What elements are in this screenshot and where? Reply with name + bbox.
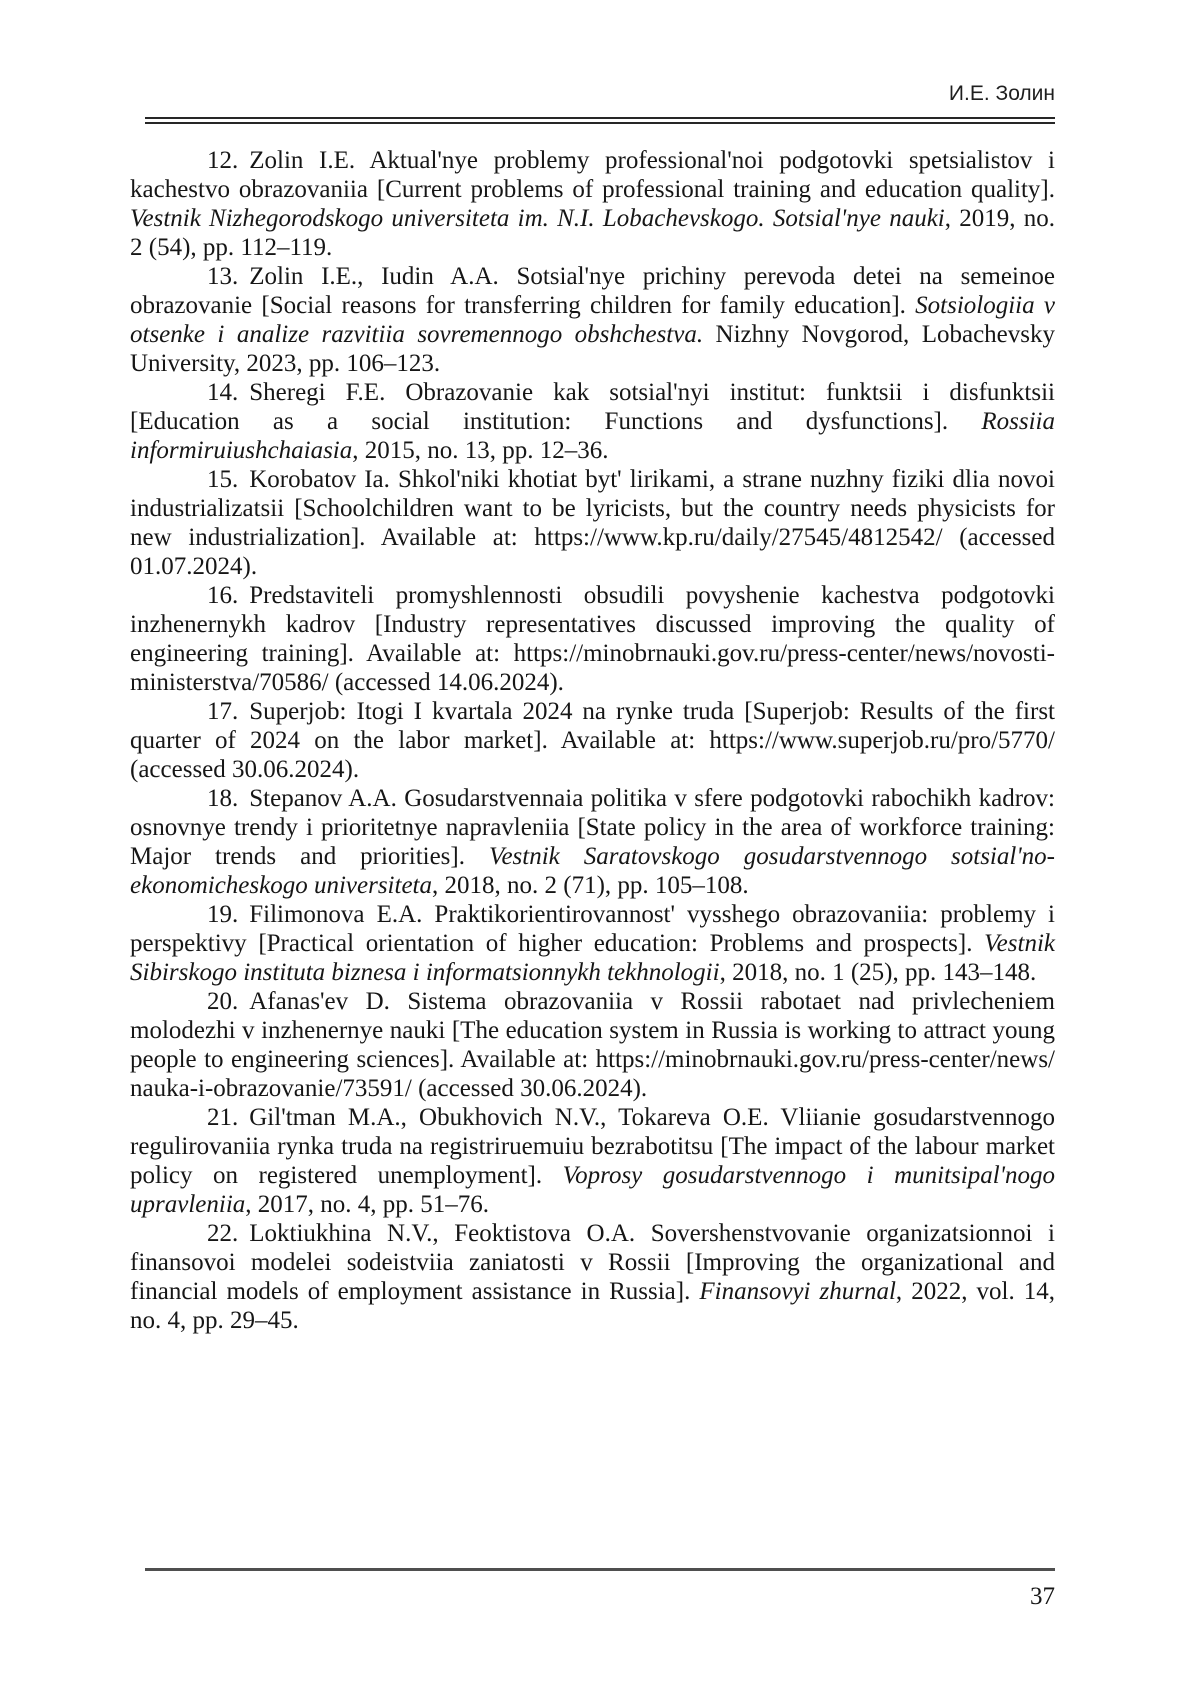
reference-number: 17. <box>207 698 239 725</box>
reference-item <box>130 987 1055 1103</box>
reference-number: 22. <box>207 1220 239 1247</box>
reference-number: 15. <box>207 466 239 493</box>
reference-text: Superjob: Itogi I kvartala 2024 na rynke truda [Superjob: Results of the first quarter of 2024 on the labor market]. Available at: https:/​/​www.superjob.ru/​pro/​5770/​ (accessed 30.06.2024). <box>130 698 1055 783</box>
references-list <box>130 146 1055 1335</box>
reference-number: 12. <box>207 147 239 174</box>
reference-number: 14. <box>207 379 239 406</box>
reference-number: 21. <box>207 1104 239 1131</box>
reference-item <box>130 784 1055 900</box>
reference-text: Gil'tman M.A., Obukhovich N.V., Tokareva O.E. Vliianie gosudarstvennogo regulirovaniia rynka truda na registriruemuiu bezrabotitsu [The impact of the labour market policy on registered unemployment]. <box>130 1104 1055 1189</box>
reference-number: 20. <box>207 988 239 1015</box>
reference-source-italic: Voprosy gosudarstvennogo i munitsipal'nogo upravleniia <box>130 1162 1056 1218</box>
reference-text: , 2018, no. 1 (25), pp. 143–148. <box>719 959 1037 986</box>
header-double-rule <box>145 117 1055 124</box>
reference-item <box>130 581 1055 697</box>
reference-text: Zolin I.E., Iudin A.A. Sotsial'nye prichiny perevoda detei na semeinoe obrazovanie [Social reasons for transferring children for family education]. <box>130 263 1055 319</box>
reference-item <box>130 465 1055 581</box>
reference-text: Loktiukhina N.V., Feoktistova O.A. Sovershenstvovanie organizatsionnoi i finansovoi modelei sodeistviia zaniatosti v Rossii [Improving the organizational and financial models of employment assistance in Russia]. <box>130 1220 1055 1305</box>
reference-item <box>130 146 1055 262</box>
reference-source-italic: Vestnik Sibirskogo instituta biznesa i informatsionnykh tekhnologii <box>130 930 1055 986</box>
reference-text: Sheregi F.E. Obrazovanie kak sotsial'nyi institut: funktsii i disfunktsii [Education as a social institution: Functions and dysfunctions]. <box>130 379 1055 435</box>
reference-text: , 2022, vol. 14, no. 4, pp. 29–45. <box>130 1278 1055 1334</box>
reference-item <box>130 697 1055 784</box>
reference-text: , 2017, no. 4, pp. 51–76. <box>245 1191 490 1218</box>
reference-text: Stepanov A.A. Gosudarstvennaia politika v sfere podgotovki rabochikh kadrov: osnovnye trendy i prioritetnye napravleniia [State policy in the area of workforce training: Major trends and priorities]. <box>130 785 1055 870</box>
reference-item <box>130 378 1055 465</box>
reference-source-italic: Vestnik Nizhegorodskogo universiteta im. N.I. Lobachevskogo. Sotsial'nye nauki <box>130 205 945 232</box>
reference-source-italic: Rossiia informiruiushchaiasia <box>130 408 1055 464</box>
reference-text: , 2019, no. 2 (54), pp. 112–119. <box>130 205 1055 261</box>
reference-text: Korobatov Ia. Shkol'niki khotiat byt' lirikami, a strane nuzhny fiziki dlia novoi industrializatsii [Schoolchildren want to be lyricists, but the country needs physicists for new industrialization]. Available at: https:/​/​www.kp.ru/​daily/​27545/​4812542/​ (accessed 01.07.2024). <box>130 466 1055 580</box>
reference-source-italic: Finansovyi zhurnal <box>699 1278 896 1305</box>
reference-item <box>130 1219 1055 1335</box>
reference-item <box>130 900 1055 987</box>
page-number: 37 <box>1030 1583 1055 1610</box>
reference-text: , 2018, no. 2 (71), pp. 105–108. <box>432 872 749 899</box>
reference-item <box>130 262 1055 378</box>
reference-number: 18. <box>207 785 239 812</box>
reference-text: , 2015, no. 13, pp. 12–36. <box>352 437 609 464</box>
reference-text: Filimonova E.A. Praktikorientirovannost' vysshego obrazovaniia: problemy i perspektivy [Practical orientation of higher education: Problems and prospects]. <box>130 901 1055 957</box>
reference-number: 19. <box>207 901 239 928</box>
reference-text: Predstaviteli promyshlennosti obsudili povyshenie kachestva podgotovki inzhenernykh kadrov [Industry representatives discussed improving the quality of engineering training]. Available at: https:/​/​minobrnauki.gov.ru/​press-center/​news/​novosti-ministerstva/​70586/​ (accessed 14.06.2024). <box>130 582 1055 696</box>
reference-source-italic: Sotsiologiia v otsenke i analize razvitiia sovremennogo obshchestva. <box>130 292 1055 348</box>
reference-text: Zolin I.E. Aktual'nye problemy professional'noi podgotovki spetsialistov i kachestvo obrazovaniia [Current problems of professional training and education quality]. <box>130 147 1055 203</box>
reference-item <box>130 1103 1055 1219</box>
reference-number: 16. <box>207 582 239 609</box>
running-header-author: И.Е. Золин <box>948 82 1055 105</box>
reference-text: Afanas'ev D. Sistema obrazovaniia v Rossii rabotaet nad privlecheniem molodezhi v inzhenernye nauki [The education system in Russia is working to attract young people to engineering sciences]. Available at: https:/​/​minobrnauki.gov.ru/​press-center/​news/​nauka-i-obrazovanie/​73591/​ (accessed 30.06.2024). <box>130 988 1055 1102</box>
reference-source-italic: Vestnik Saratovskogo gosudarstvennogo sotsial'no-ekonomicheskogo universiteta <box>130 843 1055 899</box>
reference-text: Nizhny Novgorod, Lobachevsky University, 2023, pp. 106–123. <box>130 321 1055 377</box>
reference-number: 13. <box>207 263 239 290</box>
footer-rule <box>145 1568 1055 1571</box>
